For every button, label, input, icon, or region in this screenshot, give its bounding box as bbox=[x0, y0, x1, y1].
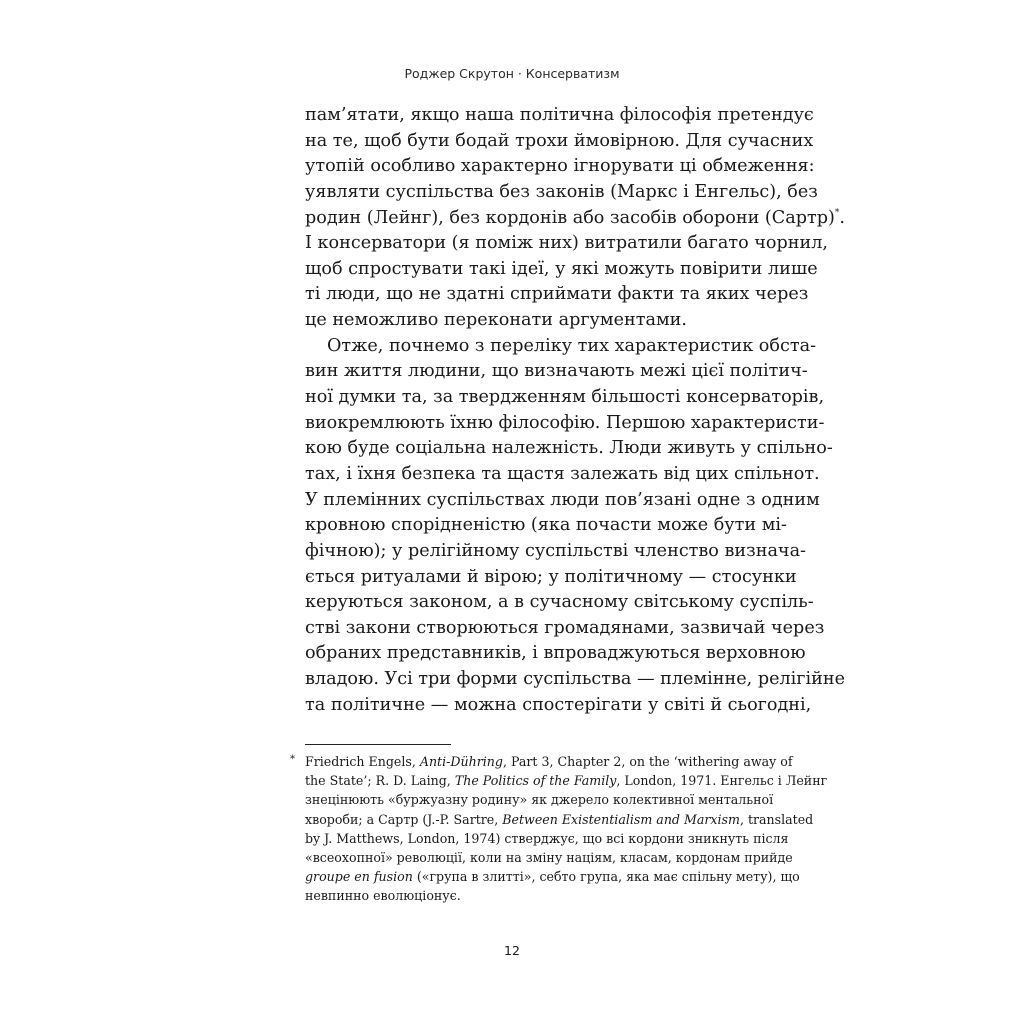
text-line: ті люди, що не здатні сприймати факти та яких через bbox=[305, 284, 809, 305]
text-line: це неможливо переконати аргументами. bbox=[305, 310, 687, 331]
text-line: стві закони створюються громадянами, зазвичай через bbox=[305, 617, 825, 638]
footnote-line bbox=[305, 848, 793, 867]
body-text bbox=[305, 103, 846, 718]
text-line: щоб спростувати такі ідеї, у які можуть повірити лише bbox=[305, 258, 818, 279]
footnote-text: Friedrich Engels, bbox=[305, 754, 420, 769]
text-line: та політичне — можна спостерігати у світі й сьогодні, bbox=[305, 694, 812, 715]
footnote-italic-title: groupe en fusion bbox=[305, 869, 413, 885]
footnote-text: («група в злитті», себто група, яка має спільну мету), що bbox=[412, 869, 800, 885]
running-head: Роджер Скрутон · Консерватизм bbox=[404, 66, 620, 81]
footnote-text: by J. Matthews, London, 1974) стверджує, що всі кордони зникнуть після bbox=[305, 830, 789, 846]
footnote-reference-mark[interactable]: * bbox=[834, 207, 840, 218]
paragraph-2 bbox=[305, 334, 846, 719]
text-line-punct: . bbox=[839, 207, 845, 228]
paragraph-1 bbox=[305, 103, 845, 334]
footnote-line bbox=[305, 771, 828, 790]
text-line: владою. Усі три форми суспільства — племінне, релігійне bbox=[305, 669, 846, 690]
text-line: керуються законом, а в сучасному світському суспіль- bbox=[305, 592, 814, 613]
footnote-text: хвороби; а Сартр (J.-P. Sartre, bbox=[305, 811, 503, 827]
footnote-italic-title: The Politics of the Family bbox=[454, 773, 617, 789]
text-line: У племінних суспільствах люди пов’язані одне з одним bbox=[305, 489, 820, 510]
text-line: виокремлюють їхню філософію. Першою характеристи- bbox=[305, 412, 825, 433]
footnote-text: , translated bbox=[739, 811, 814, 827]
footnote-italic-title: Anti-Dühring bbox=[419, 754, 503, 769]
text-line: Отже, почнемо з переліку тих характеристик обста- bbox=[327, 335, 817, 356]
text-line: уявляти суспільства без законів (Маркс і Енгельс), без bbox=[305, 181, 818, 202]
text-line: І консерватори (я поміж них) витратили багато чорнил, bbox=[305, 233, 828, 254]
text-line: на те, щоб бути бодай трохи ймовірною. Для сучасних bbox=[305, 130, 814, 151]
footnote-text: the State’; R. D. Laing, bbox=[305, 773, 455, 789]
text-line: вин життя людини, що визначають межі цієї політич- bbox=[305, 361, 808, 382]
text-line-content: родин (Лейнг), без кордонів або засобів оборони (Сартр) bbox=[305, 207, 835, 228]
text-line: обраних представників, і впроваджуються верховною bbox=[305, 643, 806, 664]
footnote-line bbox=[305, 886, 772, 905]
footnote-italic-title: Between Existentialism and Marxism bbox=[502, 811, 740, 827]
footnote-line bbox=[305, 752, 793, 771]
footnote-text: невпинно еволюціонує. bbox=[305, 888, 461, 904]
text-line: пам’ятати, якщо наша політична філософія претендує bbox=[305, 105, 814, 125]
text-line-with-footnote-ref bbox=[305, 206, 845, 232]
footnote-text: «всеохопної» революції, коли на зміну націям, класам, кордонам прийде bbox=[305, 849, 793, 865]
text-line: ється ритуалами й вірою; у політичному — стосунки bbox=[305, 566, 797, 587]
footnote-line bbox=[305, 790, 772, 809]
text-line: тах, і їхня безпека та щастя залежать від цих спільнот. bbox=[305, 463, 820, 484]
footnote-text: , London, 1971. Енгельс і Лейнг bbox=[616, 773, 828, 789]
text-line: ної думки та, за твердженням більшості консерваторів, bbox=[305, 387, 825, 408]
footnote bbox=[290, 752, 828, 906]
text-line: кою буде соціальна належність. Люди живуть у спільно- bbox=[305, 438, 833, 459]
page-number: 12 bbox=[504, 943, 520, 958]
text-line: фічною); у релігійному суспільстві членство визнача- bbox=[305, 540, 807, 561]
footnote-text: , Part 3, Chapter 2, on the ‘withering away of bbox=[502, 754, 793, 769]
footnote-line bbox=[305, 810, 814, 829]
footnote-line bbox=[305, 829, 789, 848]
text-line: утопій особливо характерно ігнорувати ці обмеження: bbox=[305, 156, 815, 177]
footnote-line bbox=[305, 867, 800, 886]
footnote-text: знецінюють «буржуазну родину» як джерело колективної ментальної bbox=[305, 792, 774, 808]
text-line: кровною спорідненістю (яка почасти може бути мі- bbox=[305, 515, 787, 536]
footnote-mark: * bbox=[290, 754, 295, 765]
footnote-separator-rule bbox=[305, 744, 451, 745]
